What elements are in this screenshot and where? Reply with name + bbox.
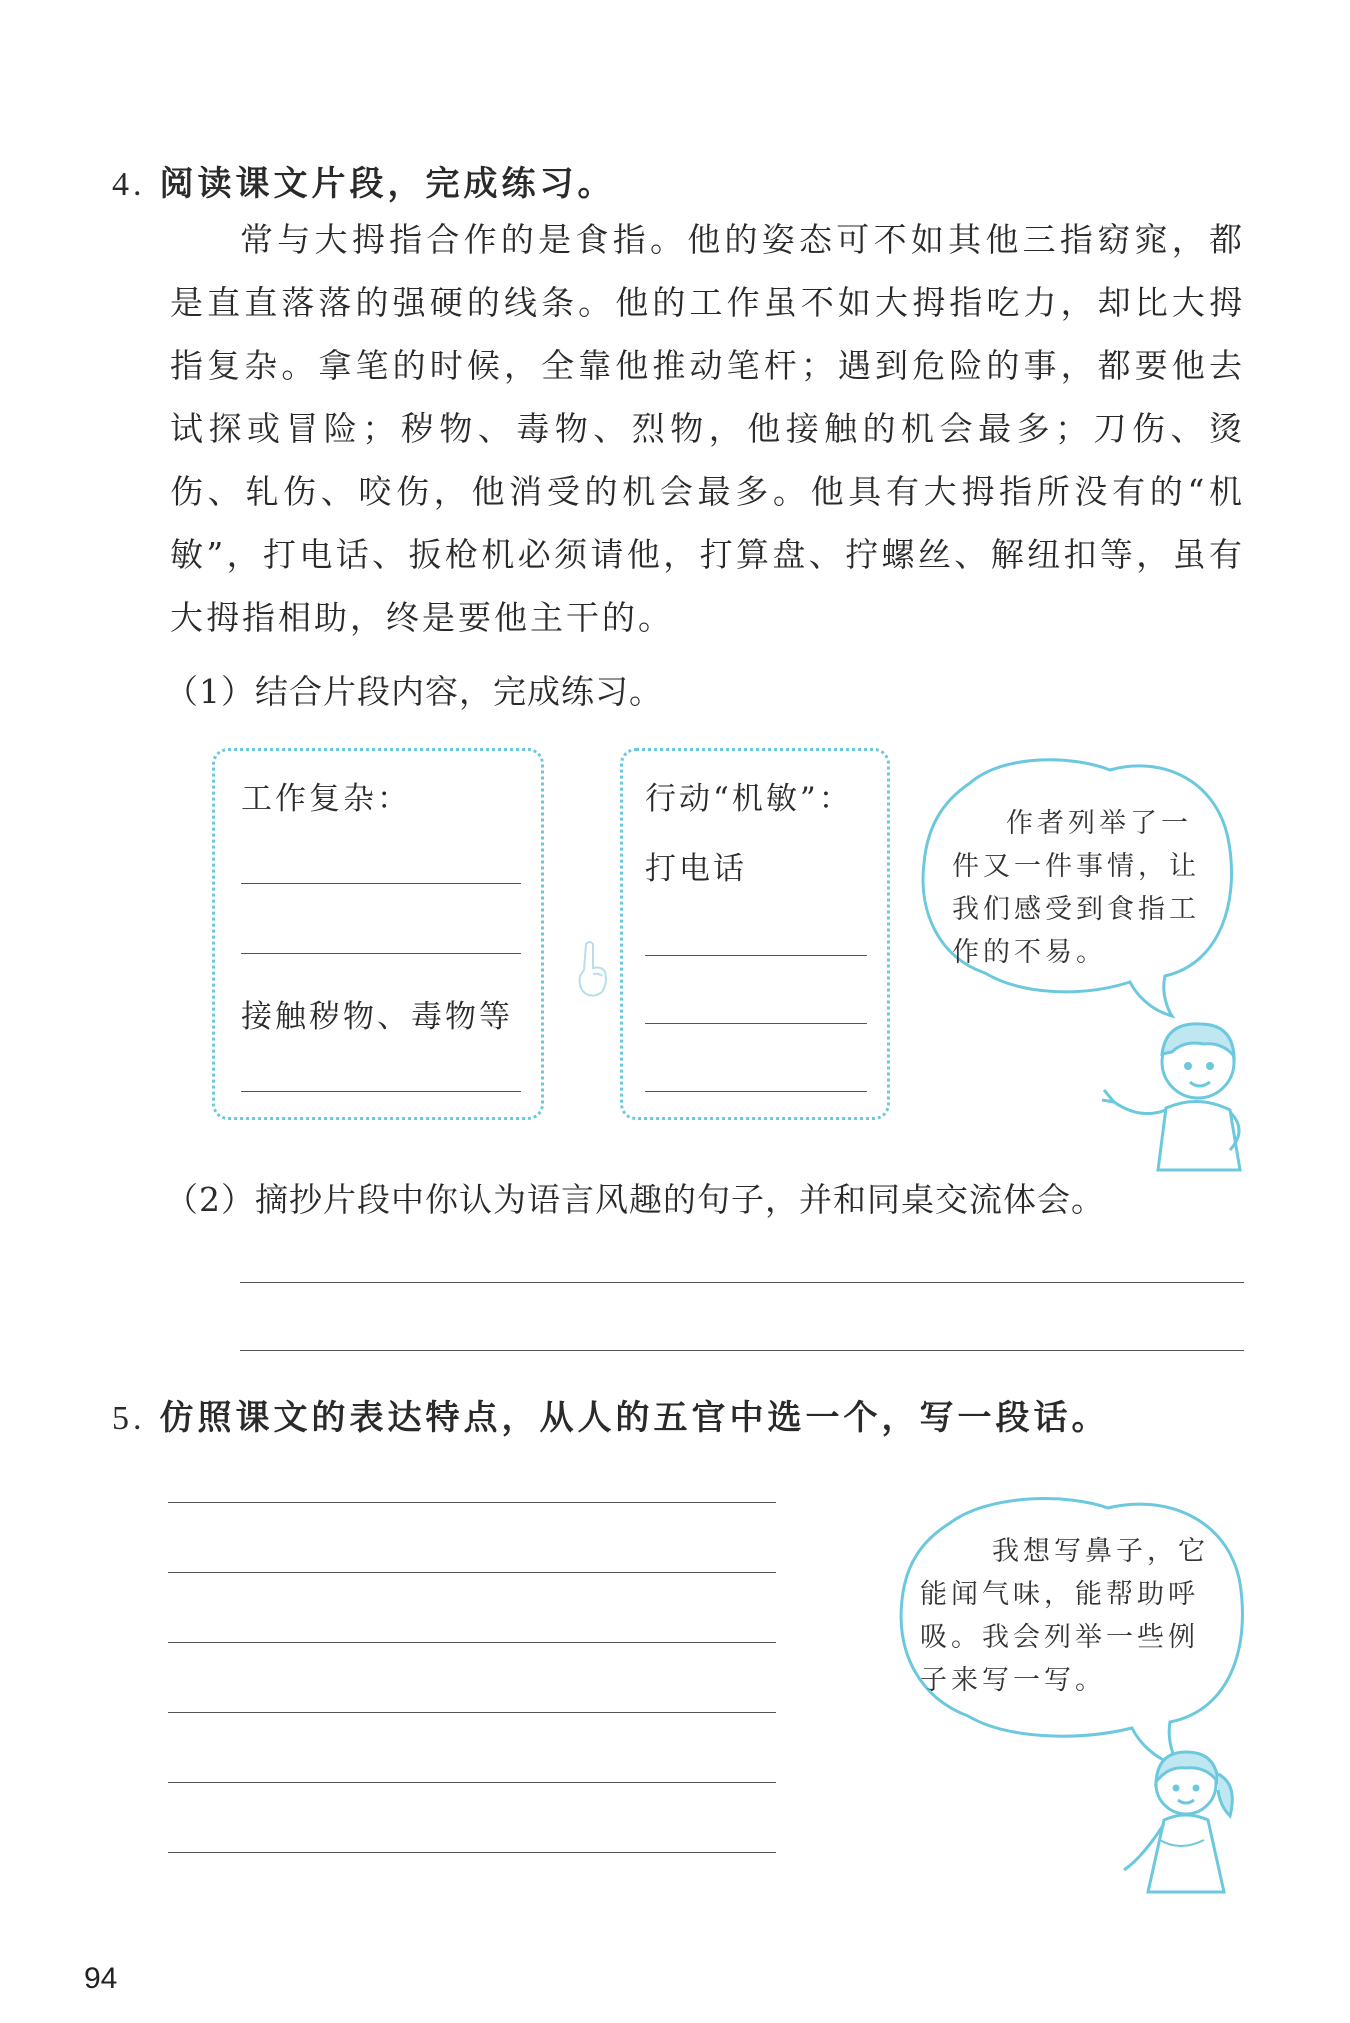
card-work-complex-heading: 工作复杂： <box>241 781 411 817</box>
question-5-number: 5. <box>112 1400 146 1437</box>
answer-line[interactable] <box>645 1023 867 1024</box>
speech-bubble-girl-text: 我想写鼻子，它能闻气味，能帮助呼吸。我会列举一些例子来写一写。 <box>920 1536 1209 1696</box>
answer-line[interactable] <box>240 1350 1244 1351</box>
sub-question-2: （2）摘抄片段中你认为语言风趣的句子，并和同桌交流体会。 <box>165 1180 1105 1219</box>
answer-line[interactable] <box>241 953 521 954</box>
reading-passage: 常与大拇指合作的是食指。他的姿态可不如其他三指窈窕，都是直直落落的强硬的线条。他的工作虽不如大拇指吃力，却比大拇指复杂。拿笔的时候，全靠他推动笔杆；遇到危险的事，都要他去试探或冒险；秽物、毒物、烈物，他接触的机会最多；刀伤、烫伤、轧伤、咬伤，他消受的机会最多。他具有大拇指所没有的“机敏”，打电话、扳枪机必须请他，打算盘、拧螺丝、解纽扣等，虽有大拇指相助，终是要他主干的。 <box>170 220 1245 637</box>
answer-line[interactable] <box>241 883 521 884</box>
sub-question-1: （1）结合片段内容，完成练习。 <box>165 672 663 711</box>
question-4-number: 4. <box>112 166 146 203</box>
answer-line[interactable] <box>168 1572 776 1573</box>
card-work-complex-example: 接触秽物、毒物等 <box>241 999 513 1035</box>
boy-illustration <box>1100 1010 1250 1180</box>
question-4-title-text: 阅读课文片段，完成练习。 <box>159 164 616 204</box>
answer-line[interactable] <box>168 1712 776 1713</box>
question-5-title-text: 仿照课文的表达特点，从人的五官中选一个，写一段话。 <box>159 1398 1110 1438</box>
answer-line[interactable] <box>240 1282 1244 1283</box>
card-work-complex <box>212 748 544 1120</box>
answer-line[interactable] <box>645 1091 867 1092</box>
answer-line[interactable] <box>168 1502 776 1503</box>
speech-bubble-boy-text: 作者列举了一件又一件事情，让我们感受到食指工作的不易。 <box>952 808 1200 968</box>
card-action-quick-example: 打电话 <box>645 851 747 887</box>
pointing-hand-icon <box>572 940 612 1000</box>
question-5-title <box>112 1390 1110 1439</box>
answer-line[interactable] <box>168 1642 776 1643</box>
answer-line[interactable] <box>645 955 867 956</box>
answer-line[interactable] <box>168 1852 776 1853</box>
card-action-quick-heading: 行动“机敏”： <box>645 781 853 817</box>
girl-illustration <box>1120 1740 1250 1900</box>
speech-bubble-boy <box>910 748 1235 1048</box>
card-action-quick <box>620 748 890 1120</box>
answer-line[interactable] <box>241 1091 521 1092</box>
question-4-title <box>112 156 616 205</box>
answer-line[interactable] <box>168 1782 776 1783</box>
page-number: 94 <box>84 1962 118 1995</box>
